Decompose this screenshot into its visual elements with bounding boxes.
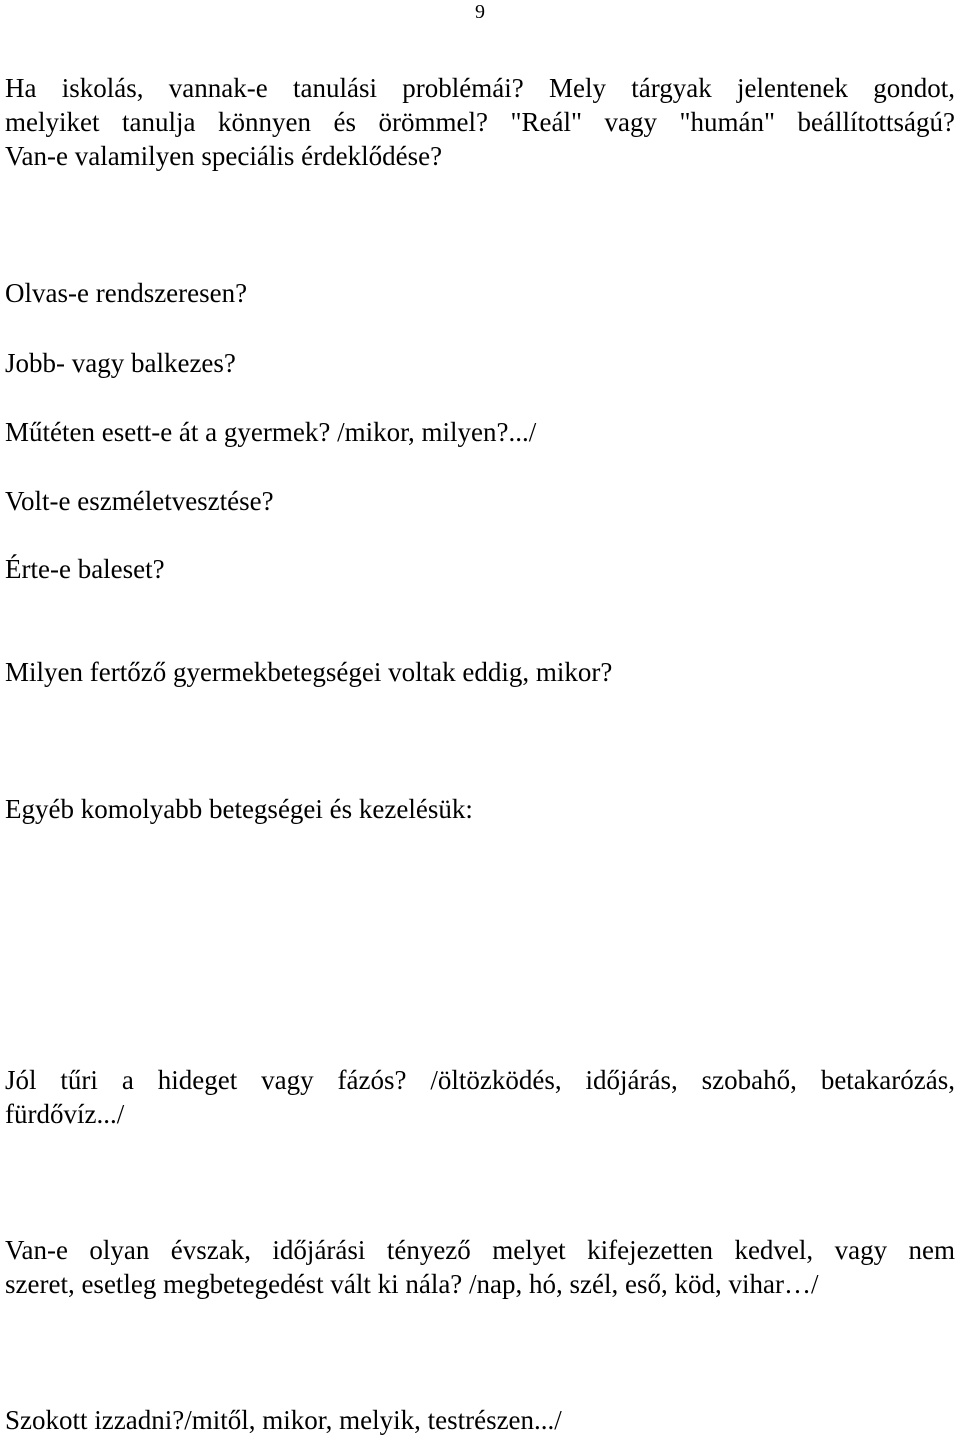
season-weather-question <box>5 1233 955 1301</box>
infectious-disease-question: Milyen fertőző gyermekbetegségei voltak eddig, mikor? <box>5 657 613 687</box>
accident-question: Érte-e baleset? <box>5 554 165 584</box>
school-question <box>5 71 955 173</box>
cold-tolerance-line-2: fürdővíz.../ <box>5 1099 125 1129</box>
school-question-line-1: Ha iskolás, vannak-e tanulási problémái? Mely tárgyak jelentenek gondot, <box>5 73 955 103</box>
surgery-question: Műtéten esett-e át a gyermek? /mikor, milyen?.../ <box>5 417 537 447</box>
season-weather-line-1: Van-e olyan évszak, időjárási tényező melyet kifejezetten kedvel, vagy nem <box>5 1235 955 1265</box>
page-number: 9 <box>475 1 485 23</box>
handedness-question: Jobb- vagy balkezes? <box>5 348 236 378</box>
other-illness-question: Egyéb komolyabb betegségei és kezelésük: <box>5 794 473 824</box>
cold-tolerance-question <box>5 1063 955 1131</box>
unconsciousness-question: Volt-e eszméletvesztése? <box>5 486 274 516</box>
school-question-line-3: Van-e valamilyen speciális érdeklődése? <box>5 141 443 171</box>
school-question-line-2: melyiket tanulja könnyen és örömmel? "Reál" vagy "humán" beállítottságú? <box>5 107 955 137</box>
cold-tolerance-line-1: Jól tűri a hideget vagy fázós? /öltözködés, időjárás, szobahő, betakarózás, <box>5 1065 955 1095</box>
sweating-question: Szokott izzadni?/mitől, mikor, melyik, testrészen.../ <box>5 1405 562 1435</box>
season-weather-line-2: szeret, esetleg megbetegedést vált ki nála? /nap, hó, szél, eső, köd, vihar…/ <box>5 1269 819 1299</box>
reading-question: Olvas-e rendszeresen? <box>5 278 248 308</box>
